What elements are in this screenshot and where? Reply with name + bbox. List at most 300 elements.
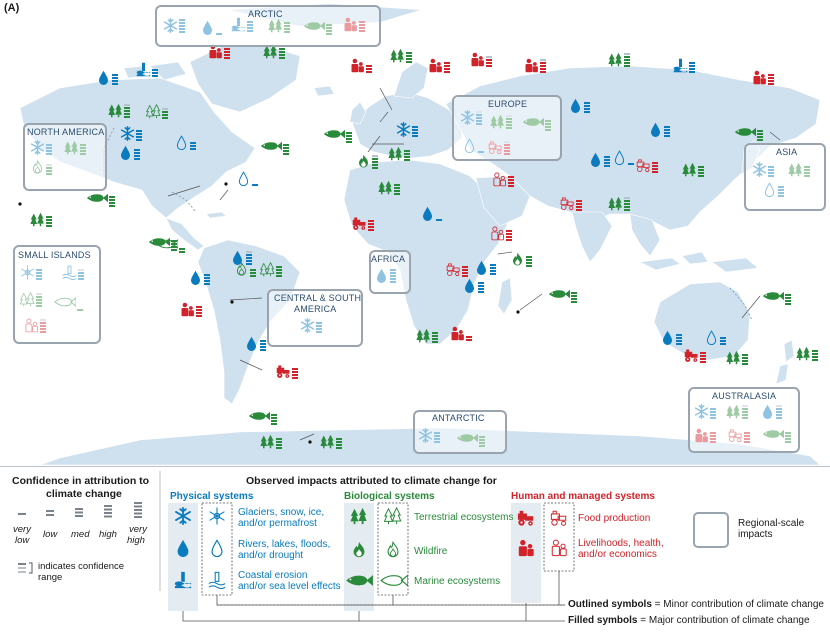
confidence-bar	[466, 336, 472, 338]
confidence-bar	[785, 300, 791, 302]
confidence-bar	[190, 145, 196, 147]
level-high: high	[99, 529, 117, 540]
legend-marine: Marine ecosystems	[414, 576, 501, 587]
confidence-bar	[584, 105, 590, 107]
confidence-bar	[508, 185, 514, 187]
confidence-bar	[336, 444, 342, 446]
confidence-bar	[584, 111, 590, 113]
confidence-bar	[152, 69, 158, 71]
confidence-bar	[283, 153, 289, 155]
region-label-arctic: ARCTIC	[248, 9, 283, 19]
confidence-bar	[604, 165, 610, 167]
confidence-bar	[109, 205, 115, 207]
region-label-antarctic: ANTARCTIC	[432, 413, 485, 423]
people-icon	[754, 71, 766, 85]
region-label-north-america: NORTH AMERICA	[27, 127, 105, 137]
confidence-bar	[346, 141, 352, 143]
confidence-bar	[526, 262, 532, 264]
legend-coastal-1: Coastal erosion	[238, 570, 308, 581]
confidence-bar	[624, 203, 630, 205]
legend-regional-1: Regional-scale	[738, 518, 805, 529]
people-icon	[526, 59, 538, 73]
confidence-bar	[436, 219, 442, 221]
fish-icon	[87, 194, 108, 202]
confidence-bar	[394, 187, 400, 189]
confidence-bar	[444, 71, 450, 73]
impact-marker	[249, 412, 277, 425]
legend-coastal-2: and/or sea level effects	[238, 581, 341, 592]
human-systems-title: Human and managed systems	[511, 491, 655, 502]
confidence-bar	[466, 339, 472, 341]
confidence-bar	[292, 371, 298, 373]
impact-marker	[549, 290, 577, 303]
confidence-bar	[279, 48, 285, 50]
confidence-bar	[406, 55, 412, 57]
level-very-low-2: low	[15, 535, 30, 546]
confidence-bar	[412, 129, 418, 131]
confidence-bar	[478, 285, 484, 287]
people-icon	[472, 53, 484, 67]
confidence-bar	[134, 152, 140, 154]
impact-marker	[726, 351, 748, 365]
impact-marker	[352, 59, 373, 73]
confidence-bar	[372, 164, 378, 166]
confidence-bar	[204, 283, 210, 285]
tree-icon	[30, 213, 44, 227]
confidence-bar	[366, 68, 372, 70]
confidence-bar	[136, 133, 142, 135]
confidence-bar	[676, 343, 682, 345]
confidence-bar	[276, 275, 282, 277]
impact-marker	[277, 366, 298, 380]
confidence-bar	[700, 352, 706, 354]
confidence-bar	[134, 155, 140, 157]
level-low: low	[43, 529, 58, 540]
confidence-bar	[204, 277, 210, 279]
impact-marker	[239, 172, 258, 186]
confidence-bar	[271, 423, 277, 425]
confidence-bar	[571, 292, 577, 294]
confidence-bar	[432, 341, 438, 343]
filled-symbols-note: Filled symbols = Major contribution of climate change	[568, 615, 810, 626]
confidence-bar	[576, 209, 582, 211]
confidence-bar	[624, 200, 630, 202]
tree-icon	[608, 53, 622, 67]
biological-systems-title: Biological systems	[344, 491, 435, 502]
impact-marker	[452, 327, 473, 341]
region-label-asia: ASIA	[776, 147, 798, 157]
confidence-bar	[720, 337, 726, 339]
confidence-bar	[162, 111, 168, 113]
confidence-bar	[526, 259, 532, 261]
confidence-bar	[757, 139, 763, 141]
confidence-bar	[336, 441, 342, 443]
confidence-bar	[136, 130, 142, 132]
water-drop-icon	[99, 71, 108, 85]
impact-marker	[513, 253, 532, 267]
water-drop-icon	[191, 271, 200, 285]
confidence-bar	[604, 159, 610, 161]
impact-marker	[390, 49, 412, 63]
confidence-bar	[134, 149, 140, 151]
fish-icon	[249, 412, 270, 420]
confidence-bar	[652, 162, 658, 164]
confidence-bar	[508, 182, 514, 184]
confidence-bar	[336, 447, 342, 449]
confidence-bar	[698, 175, 704, 177]
confidence-bar	[152, 75, 158, 77]
confidence-bar	[490, 270, 496, 272]
legend-terrestrial: Terrestrial ecosystems	[414, 512, 514, 523]
confidence-bar	[179, 248, 185, 250]
confidence-bar	[700, 355, 706, 357]
confidence-bar	[624, 53, 630, 55]
panel-label: (A)	[4, 2, 20, 14]
people-icon	[182, 303, 194, 317]
confidence-bar	[271, 414, 277, 416]
confidence-bar	[366, 65, 372, 67]
confidence-bar	[404, 156, 410, 158]
legend-glaciers-1: Glaciers, snow, ice,	[238, 507, 325, 518]
confidence-bar	[276, 441, 282, 443]
fish-icon	[324, 130, 345, 138]
confidence-bar	[250, 275, 256, 277]
confidence-bar	[757, 133, 763, 135]
confidence-bar	[368, 220, 374, 222]
confidence-bar	[490, 273, 496, 275]
physical-systems-title: Physical systems	[170, 491, 254, 502]
confidence-bar	[506, 236, 512, 238]
tractor-icon	[277, 366, 290, 378]
confidence-bar	[394, 193, 400, 195]
confidence-bar	[250, 272, 256, 274]
outlined-symbols-note: Outlined symbols = Minor contribution of climate change	[568, 599, 824, 610]
confidence-bar	[462, 275, 468, 277]
confidence-bar	[412, 132, 418, 134]
confidence-bar	[412, 135, 418, 137]
confidence-bar	[292, 377, 298, 379]
confidence-bar	[478, 291, 484, 293]
legend-rivers-1: Rivers, lakes, floods,	[238, 539, 331, 550]
confidence-bar	[624, 59, 630, 61]
confidence-bar	[394, 190, 400, 192]
confidence-bar	[283, 150, 289, 152]
confidence-bar	[260, 343, 266, 345]
confidence-bar	[204, 280, 210, 282]
region-label-csa-line2: AMERICA	[294, 304, 337, 314]
confidence-bar	[478, 282, 484, 284]
confidence-bar	[540, 65, 546, 67]
confidence-bar	[246, 254, 252, 256]
confidence-bar	[785, 297, 791, 299]
confidence-bar	[676, 337, 682, 339]
confidence-bar	[444, 62, 450, 64]
confidence-bar	[742, 357, 748, 359]
confidence-bar	[664, 135, 670, 137]
confidence-bar	[540, 59, 546, 61]
confidence-bar	[246, 263, 252, 265]
region-label-small-islands: SMALL ISLANDS	[18, 250, 91, 260]
confidence-bar	[404, 150, 410, 152]
confidence-bar	[571, 295, 577, 297]
confidence-bar	[246, 260, 252, 262]
legend	[0, 466, 830, 642]
confidence-bar	[700, 358, 706, 360]
confidence-bar	[204, 274, 210, 276]
confidence-bar	[271, 417, 277, 419]
confidence-bar	[624, 197, 630, 199]
confidence-bar	[46, 222, 52, 224]
confidence-bar	[196, 315, 202, 317]
confidence-bar	[279, 51, 285, 53]
confidence-bar	[540, 62, 546, 64]
confidence-bar	[486, 59, 492, 61]
confidence-bar	[276, 269, 282, 271]
confidence-bar	[368, 226, 374, 228]
confidence-bar	[224, 51, 230, 53]
confidence-bar	[652, 165, 658, 167]
confidence-bar	[109, 202, 115, 204]
confidence-bar	[292, 368, 298, 370]
confidence-bar	[720, 340, 726, 342]
region-label-csa-line1: CENTRAL & SOUTH	[274, 293, 362, 303]
people-icon	[430, 59, 442, 73]
confidence-bar	[260, 349, 266, 351]
impact-marker	[754, 71, 775, 85]
wildfire-icon	[359, 155, 368, 168]
confidence-bar	[698, 172, 704, 174]
confidence-bar	[432, 335, 438, 337]
confidence-bar	[689, 62, 695, 64]
confidence-bar	[768, 83, 774, 85]
confidence-bar	[576, 200, 582, 202]
confidence-bar	[279, 57, 285, 59]
impact-marker	[430, 59, 451, 73]
confidence-bar	[276, 438, 282, 440]
confidence-bar	[224, 48, 230, 50]
confidence-bar	[136, 136, 142, 138]
confidence-bar	[292, 374, 298, 376]
confidence-bar	[372, 167, 378, 169]
confidence-bar	[190, 148, 196, 150]
confidence-bar	[406, 58, 412, 60]
confidence-bar	[540, 68, 546, 70]
confidence-bar	[462, 266, 468, 268]
confidence-bar	[394, 184, 400, 186]
confidence-bar	[190, 142, 196, 144]
confidence-bar	[508, 176, 514, 178]
confidence-bar	[486, 65, 492, 67]
confidence-bar	[624, 62, 630, 64]
confidence-bar	[526, 265, 532, 267]
confidence-bar	[508, 179, 514, 181]
confidence-bar	[246, 251, 252, 253]
tree-icon	[796, 347, 810, 361]
confidence-bar	[406, 52, 412, 54]
confidence-bar	[276, 272, 282, 274]
confidence-bar	[112, 77, 118, 79]
confidence-bar	[368, 229, 374, 231]
fish-icon	[261, 142, 282, 150]
confidence-bar	[526, 256, 532, 258]
confidence-bar	[490, 264, 496, 266]
confidence-bar	[162, 114, 168, 116]
confidence-bar	[276, 444, 282, 446]
confidence-bar	[584, 102, 590, 104]
confidence-bar	[406, 61, 412, 63]
legend-rivers-2: and/or drought	[238, 550, 304, 561]
level-very-high-2: high	[127, 535, 145, 546]
impact-marker	[472, 53, 493, 67]
legend-livelihoods-1: Livelihoods, health,	[578, 538, 664, 549]
confidence-bar	[46, 219, 52, 221]
confidence-bar	[664, 129, 670, 131]
confidence-bar	[412, 126, 418, 128]
confidence-bar	[134, 158, 140, 160]
legend-food: Food production	[578, 513, 651, 524]
confidence-bar	[250, 269, 256, 271]
people-icon	[452, 327, 464, 341]
confidence-bar	[346, 135, 352, 137]
confidence-bar	[652, 168, 658, 170]
confidence-bar	[112, 80, 118, 82]
confidence-bar	[171, 249, 177, 251]
impact-marker	[182, 303, 203, 317]
confidence-bar	[576, 203, 582, 205]
impact-marker	[261, 142, 289, 155]
confidence-bar	[196, 312, 202, 314]
confidence-bar	[196, 306, 202, 308]
confidence-bar	[432, 338, 438, 340]
confidence-bar	[368, 223, 374, 225]
confidence-bar	[196, 309, 202, 311]
confidence-bar	[576, 206, 582, 208]
confidence-bar	[689, 71, 695, 73]
confidence-bar	[698, 166, 704, 168]
confidence-bar	[283, 147, 289, 149]
confidence-bar	[768, 77, 774, 79]
impact-marker	[608, 53, 630, 67]
confidence-bar	[720, 343, 726, 345]
confidence-bar	[757, 130, 763, 132]
confidence-bar	[276, 266, 282, 268]
confidence-bar	[812, 350, 818, 352]
confidence-bar	[604, 156, 610, 158]
range-note-2: range	[38, 572, 63, 583]
confidence-bar	[124, 110, 130, 112]
confidence-bar	[676, 334, 682, 336]
confidence-bar	[742, 360, 748, 362]
confidence-bar	[757, 136, 763, 138]
confidence-bar	[109, 196, 115, 198]
confidence-bar	[279, 54, 285, 56]
confidence-bar	[664, 126, 670, 128]
confidence-bar	[652, 171, 658, 173]
confidence-bar	[664, 132, 670, 134]
confidence-bar	[260, 346, 266, 348]
water-drop-icon	[239, 172, 247, 186]
confidence-bar	[224, 57, 230, 59]
people-icon	[352, 59, 364, 73]
confidence-bar	[624, 209, 630, 211]
confidence-bar	[283, 144, 289, 146]
confidence-bar	[812, 359, 818, 361]
legend-livelihoods-2: and/or economics	[578, 549, 657, 560]
impact-marker	[526, 59, 547, 73]
confidence-bar	[372, 158, 378, 160]
legend-glaciers-2: and/or permafrost	[238, 518, 317, 529]
confidence-bar	[490, 267, 496, 269]
confidence-bar	[742, 363, 748, 365]
confidence-bar	[366, 71, 372, 73]
confidence-bar	[624, 56, 630, 58]
confidence-bar	[624, 65, 630, 67]
confidence-bar	[486, 56, 492, 58]
level-very-low-1: very	[13, 524, 31, 535]
confidence-title-2: climate change	[46, 488, 122, 500]
confidence-bar	[676, 340, 682, 342]
confidence-bar	[46, 216, 52, 218]
confidence-bar	[271, 420, 277, 422]
confidence-bar	[506, 233, 512, 235]
confidence-bar	[372, 161, 378, 163]
impact-marker	[324, 130, 352, 143]
confidence-bar	[478, 288, 484, 290]
impacts-title: Observed impacts attributed to climate change for	[246, 475, 497, 487]
range-note-1: indicates confidence	[38, 561, 125, 572]
confidence-bar	[812, 353, 818, 355]
confidence-bar	[812, 356, 818, 358]
region-label-australasia: AUSTRALASIA	[712, 391, 777, 401]
confidence-bar	[136, 139, 142, 141]
confidence-bar	[404, 153, 410, 155]
confidence-bar	[124, 113, 130, 115]
confidence-bar	[571, 301, 577, 303]
confidence-bar	[742, 354, 748, 356]
confidence-bar	[700, 361, 706, 363]
level-med: med	[71, 529, 90, 540]
confidence-bar	[109, 199, 115, 201]
confidence-bar	[372, 155, 378, 157]
impact-marker	[796, 347, 818, 361]
legend-wildfire: Wildfire	[414, 546, 448, 557]
confidence-bar	[112, 83, 118, 85]
region-label-europe: EUROPE	[488, 99, 528, 109]
confidence-bar	[252, 184, 258, 186]
confidence-bar	[768, 80, 774, 82]
confidence-bar	[624, 206, 630, 208]
confidence-bar	[346, 138, 352, 140]
confidence-bar	[486, 62, 492, 64]
confidence-bar	[46, 225, 52, 227]
fish-icon	[763, 292, 784, 300]
fish-icon	[549, 290, 570, 298]
tree-icon	[390, 49, 404, 63]
region-label-africa: AFRICA	[371, 254, 406, 264]
confidence-bar	[260, 340, 266, 342]
confidence-bar	[506, 239, 512, 241]
confidence-bar	[768, 74, 774, 76]
confidence-bar	[628, 163, 634, 165]
confidence-bar	[224, 54, 230, 56]
impact-marker	[30, 213, 52, 227]
confidence-bar	[604, 162, 610, 164]
confidence-bar	[785, 294, 791, 296]
confidence-bar	[179, 251, 185, 253]
confidence-bar	[432, 332, 438, 334]
impact-marker	[763, 292, 791, 305]
confidence-bar	[112, 74, 118, 76]
